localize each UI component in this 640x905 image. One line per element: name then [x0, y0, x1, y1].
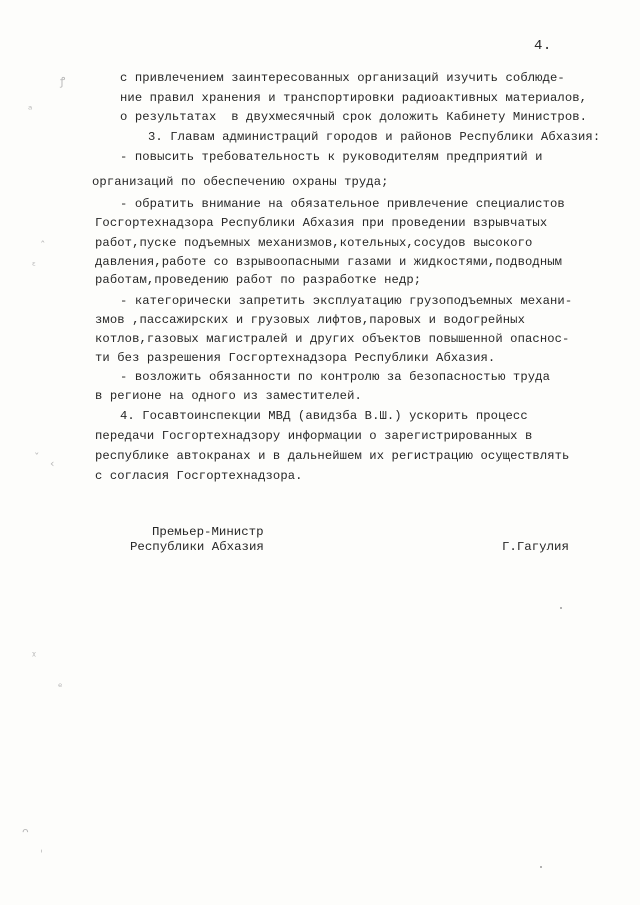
body-line-7: - обратить внимание на обязательное привлечение специалистов — [120, 197, 565, 211]
scan-mark: ₑ — [58, 677, 63, 690]
scan-mark: ᵃ — [28, 103, 33, 116]
body-line-17: в регионе на одного из заместителей. — [95, 389, 362, 403]
scan-mark: ᵋ — [32, 259, 36, 272]
signature-name: Г.Гагулия — [502, 540, 569, 554]
body-line-3: о результатах в двухмесячный срок доложить Кабинету Министров. — [120, 110, 588, 124]
body-line-8: Госгортехнадзора Республики Абхазия при проведении взрывчатых — [95, 216, 548, 230]
scan-dot — [560, 607, 562, 609]
body-line-20: республике автокранах и в дальнейшем их регистрацию осуществлять — [95, 449, 570, 463]
body-line-12: - категорически запретить эксплуатацию грузоподъемных механи- — [120, 294, 573, 308]
scan-mark: ˆ — [40, 239, 46, 252]
scan-mark: ‹ — [50, 457, 55, 470]
body-line-19: передачи Госгортехнадзору информации о зарегистрированных в — [95, 429, 533, 443]
body-line-16: - возложить обязанности по контролю за безопасностью труда — [120, 370, 550, 384]
body-line-6: организаций по обеспечению охраны труда; — [92, 175, 389, 189]
body-line-15: ти без разрешения Госгортехнадзора Республики Абхазия. — [95, 351, 496, 365]
body-line-13: змов ,пассажирских и грузовых лифтов,паровых и водогрейных — [95, 313, 525, 327]
body-line-21: с согласия Госгортехнадзора. — [95, 469, 303, 483]
body-line-9: работ,пуске подъемных механизмов,котельных,сосудов высокого — [95, 236, 533, 250]
scan-mark: ᵡ — [32, 649, 37, 662]
scan-mark: ˌ — [40, 841, 44, 854]
scan-mark: ꝭ — [60, 75, 66, 88]
scan-dot — [540, 866, 542, 868]
body-line-1: с привлечением заинтересованных организаций изучить соблюде- — [120, 71, 565, 85]
scan-mark: ˇ — [34, 451, 40, 464]
body-line-2: ние правил хранения и транспортировки радиоактивных материалов, — [120, 91, 588, 105]
scan-mark: ᴖ — [22, 825, 29, 838]
body-line-14: котлов,газовых магистралей и других объектов повышенной опаснос- — [95, 332, 570, 346]
page-number: 4. — [534, 38, 552, 54]
signature-title-line1: Премьер-Министр — [152, 525, 264, 539]
signature-title-line2: Республики Абхазия — [130, 540, 264, 554]
body-line-10: давления,работе со взрывоопасными газами и жидкостями,подводным — [95, 255, 563, 269]
body-line-11: работам,проведению работ по разработке недр; — [95, 273, 422, 287]
body-line-4: 3. Главам администраций городов и районов Республики Абхазия: — [148, 130, 601, 144]
body-line-5: - повысить требовательность к руководителям предприятий и — [120, 150, 543, 164]
body-line-18: 4. Госавтоинспекции МВД (авидзба В.Ш.) ускорить процесс — [120, 409, 528, 423]
